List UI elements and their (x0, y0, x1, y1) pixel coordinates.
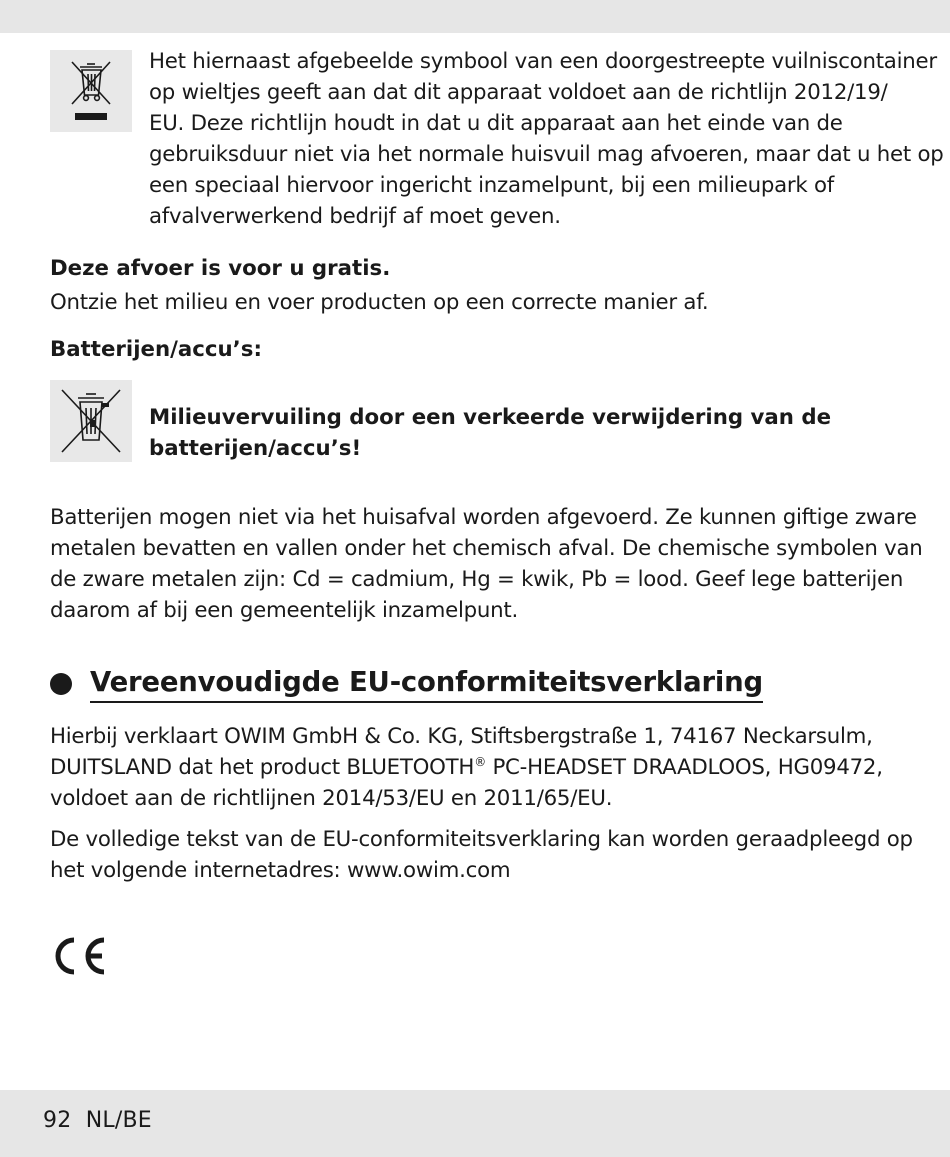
battery-bin-icon (50, 380, 132, 462)
weee-bin-icon (50, 50, 132, 132)
battery-warning-line: Milieuvervuiling door een verkeerde verwijdering van de (149, 405, 832, 430)
full-text-line: De volledige tekst van de EU-conformiteitsverklaring kan worden geraadpleegd op (50, 827, 913, 852)
conformity-section-header (50, 664, 763, 703)
ce-mark-icon (50, 935, 110, 977)
battery-line: de zware metalen zijn: Cd = cadmium, Hg = kwik, Pb = lood. Geef lege batterijen (50, 567, 904, 592)
conformity-heading: Vereenvoudigde EU-conformiteitsverklaring (90, 664, 763, 703)
conformity-paragraph (50, 721, 883, 814)
environment-note: Ontzie het milieu en voer producten op een correcte manier af. (50, 290, 709, 315)
weee-line: Het hiernaast afgebeelde symbool van een doorgestreepte vuilniscontainer (149, 49, 937, 74)
page-number: 92 NL/BE (43, 1108, 152, 1133)
battery-line: metalen bevatten en vallen onder het chemisch afval. De chemische symbolen van (50, 536, 923, 561)
free-disposal-note: Deze afvoer is voor u gratis. (50, 256, 391, 281)
top-band (0, 0, 950, 33)
full-text-line: het volgende internetadres: www.owim.com (50, 858, 511, 883)
battery-line: Batterijen mogen niet via het huisafval worden afgevoerd. Ze kunnen giftige zware (50, 505, 917, 530)
conformity-line-part: DUITSLAND dat het product BLUETOOTH (50, 755, 475, 780)
weee-line: EU. Deze richtlijn houdt in dat u dit apparaat aan het einde van de (149, 111, 843, 136)
battery-warning-line: batterijen/accu’s! (149, 436, 362, 461)
battery-warning (149, 402, 831, 464)
weee-line: gebruiksduur niet via het normale huisvuil mag afvoeren, maar dat u het op (149, 142, 944, 167)
battery-line: daarom af bij een gemeentelijk inzamelpunt. (50, 598, 519, 623)
batteries-heading: Batterijen/accu’s: (50, 337, 262, 362)
conformity-line: voldoet aan de richtlijnen 2014/53/EU en 2011/65/EU. (50, 786, 613, 811)
conformity-line (50, 755, 883, 780)
weee-line: op wieltjes geeft aan dat dit apparaat voldoet aan de richtlijn 2012/19/ (149, 80, 888, 105)
full-text-paragraph (50, 824, 913, 886)
registered-mark: ® (474, 755, 486, 769)
weee-line: afvalverwerkend bedrijf af moet geven. (149, 204, 561, 229)
battery-paragraph (50, 502, 923, 626)
weee-paragraph (149, 46, 944, 232)
conformity-line: Hierbij verklaart OWIM GmbH & Co. KG, Stiftsbergstraße 1, 74167 Neckarsulm, (50, 724, 873, 749)
weee-line: een speciaal hiervoor ingericht inzamelpunt, bij een milieupark of (149, 173, 835, 198)
conformity-line-part: PC-HEADSET DRAADLOOS, HG09472, (485, 755, 883, 780)
bullet-dot-icon (50, 673, 72, 695)
